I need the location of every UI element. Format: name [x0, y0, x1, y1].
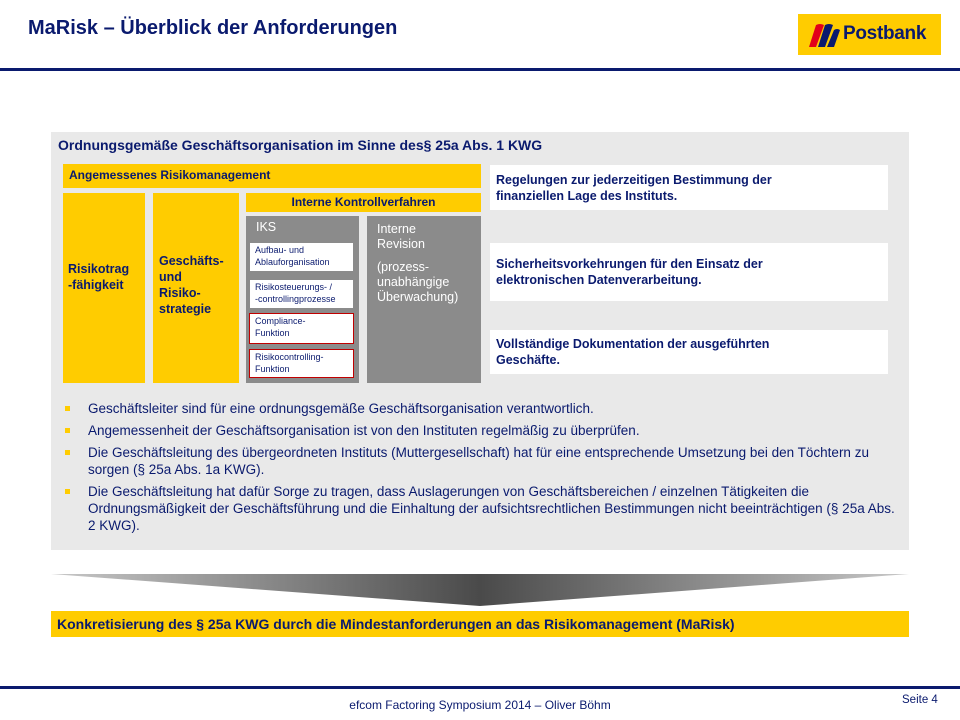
- strategy-box: [153, 193, 239, 383]
- list-item: [63, 483, 903, 534]
- iks-item-line: Funktion: [255, 327, 290, 338]
- column-2-line: strategie: [159, 302, 212, 316]
- iks-item-line: Risikosteuerungs- /: [255, 282, 333, 292]
- iks-item-risk-processes: [249, 279, 354, 309]
- internal-audit-column: [367, 216, 481, 383]
- requirement-line: finanziellen Lage des Instituts.: [496, 188, 678, 203]
- iks-item-risk-controlling: [249, 349, 354, 378]
- iks-item-line: Aufbau- und: [255, 245, 305, 255]
- requirement-line: elektronischen Datenverarbeitung.: [496, 273, 702, 287]
- list-item: [63, 422, 903, 439]
- requirement-box-financial-position: [490, 165, 888, 210]
- column-2-line: Risiko-: [159, 286, 201, 300]
- header-rule: [0, 68, 960, 71]
- bullet-text: Angemessenheit der Geschäftsorganisation ist von den Instituten regelmäßig zu überprüfen.: [88, 423, 640, 438]
- risk-management-bar: Angemessenes Risikomanagement: [63, 164, 481, 188]
- column-1-line: -fähigkeit: [68, 278, 124, 292]
- requirement-box-it-security: [490, 243, 888, 301]
- footer-text: efcom Factoring Symposium 2014 – Oliver Böhm: [349, 698, 611, 712]
- bullet-marker-icon: [65, 450, 70, 455]
- column-2-line: Geschäfts-: [159, 254, 224, 268]
- column-2-line: und: [159, 270, 182, 284]
- bullet-marker-icon: [65, 428, 70, 433]
- bullet-text: Geschäftsleiter sind für eine ordnungsgemäße Geschäftsorganisation verantwortlich.: [88, 401, 594, 416]
- audit-title-line: Interne: [377, 222, 416, 236]
- audit-sub-line: (prozess-: [377, 260, 430, 274]
- list-item: [63, 400, 903, 417]
- slide-title: MaRisk – Überblick der Anforderungen: [28, 17, 398, 39]
- list-item: [63, 444, 903, 478]
- panel-heading: Ordnungsgemäße Geschäftsorganisation im Sinne des§ 25a Abs. 1 KWG: [58, 137, 543, 153]
- iks-label: IKS: [256, 220, 277, 234]
- iks-item-line: -controllingprozesse: [255, 293, 336, 304]
- bullet-marker-icon: [65, 489, 70, 494]
- internal-control-bar: Interne Kontrollverfahren: [246, 193, 481, 212]
- conclusion-bar: Konkretisierung des § 25a KWG durch die Mindestanforderungen an das Risikomanagement (MaRisk): [51, 611, 909, 637]
- iks-item-line: Funktion: [255, 363, 290, 374]
- footer-rule: [0, 686, 960, 689]
- iks-item-organisation: [249, 242, 354, 272]
- column-1-line: Risikotrag: [68, 262, 130, 276]
- postbank-logo: [798, 14, 941, 55]
- bullet-text: Die Geschäftsleitung hat dafür Sorge zu tragen, dass Auslagerungen von Geschäftsbereichen / einzelnen Tätigkeiten die Ordnungsmäßigkeit der Geschäftsführung und die Einhaltung der aufsichtsrechtlichen Bestimmungen nicht beeinträchtigen (§ 25a Abs. 2 KWG).: [88, 484, 895, 533]
- requirement-line: Vollständige Dokumentation der ausgeführten: [496, 337, 770, 351]
- iks-item-line: Compliance-: [255, 316, 306, 326]
- down-arrow-icon: [51, 574, 909, 606]
- page-number: Seite 4: [902, 694, 938, 706]
- bullet-marker-icon: [65, 406, 70, 411]
- logo-wordmark: Postbank: [843, 23, 927, 44]
- iks-item-line: Risikocontrolling-: [255, 352, 324, 362]
- audit-sub-line: unabhängige: [377, 275, 450, 289]
- requirement-line: Regelungen zur jederzeitigen Bestimmung der: [496, 172, 772, 187]
- audit-title-line: Revision: [377, 237, 425, 251]
- risk-bearing-capacity-box: [63, 193, 145, 383]
- audit-sub-line: Überwachung): [377, 290, 459, 304]
- requirement-line: Geschäfte.: [496, 353, 560, 367]
- iks-item-compliance: [249, 313, 354, 344]
- postbank-stripes-icon: [806, 22, 840, 48]
- bullet-list: [63, 400, 903, 539]
- bullet-text: Die Geschäftsleitung des übergeordneten Instituts (Muttergesellschaft) hat für eine entsprechende Umsetzung bei den Töchtern zu sorgen (§ 25a Abs. 1a KWG).: [88, 445, 869, 477]
- requirement-box-documentation: [490, 330, 888, 374]
- iks-item-line: Ablauforganisation: [255, 256, 330, 267]
- requirement-line: Sicherheitsvorkehrungen für den Einsatz der: [496, 257, 763, 271]
